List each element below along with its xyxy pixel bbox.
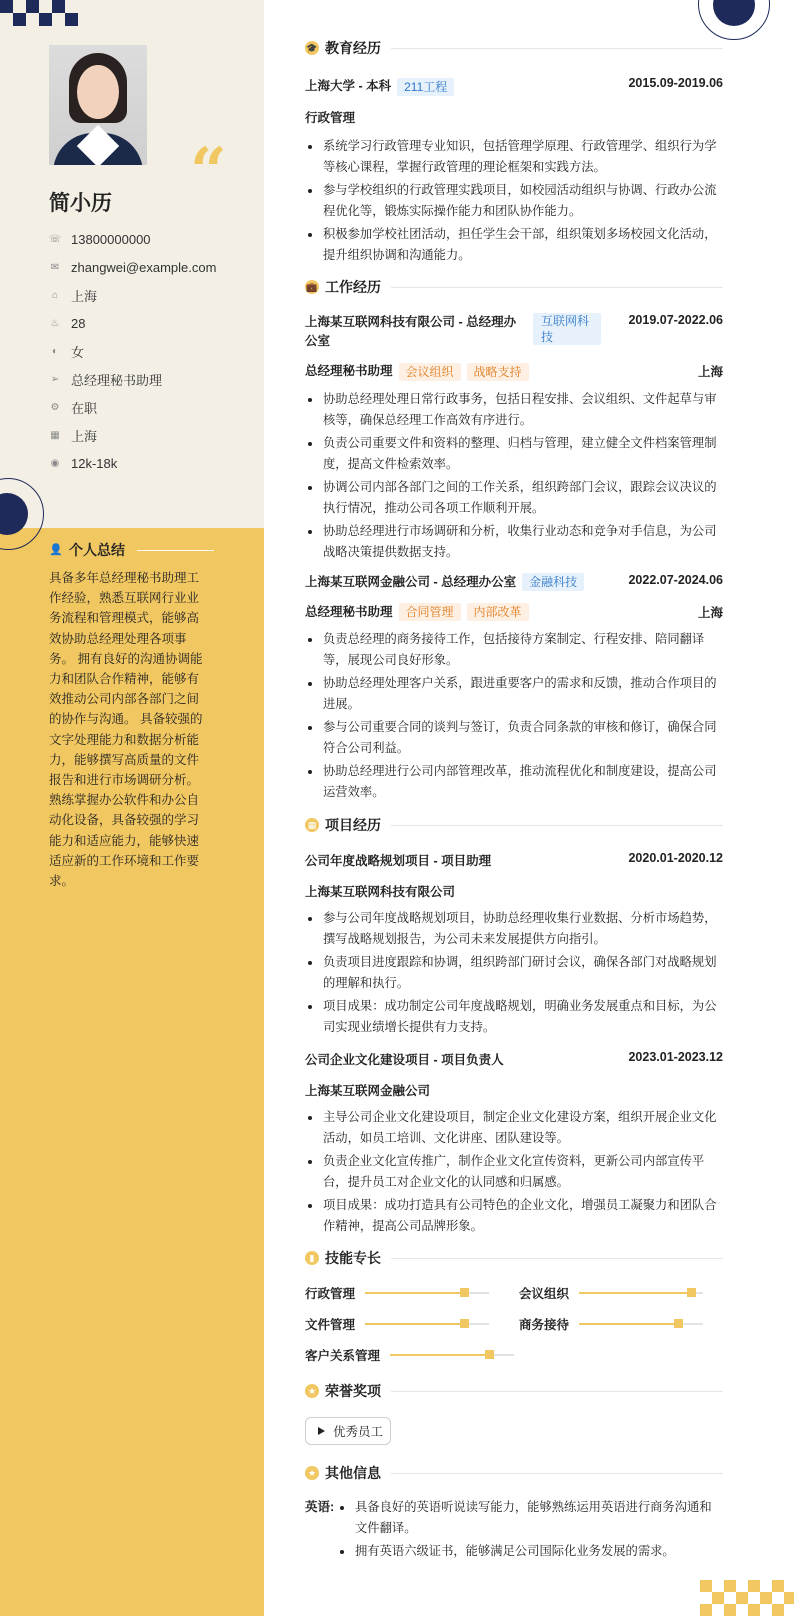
skill-tag: 战略支持 [467, 363, 529, 381]
contact-value: 13800000000 [71, 231, 151, 247]
divider [137, 550, 214, 551]
project-org: 上海某互联网科技有限公司 [305, 885, 456, 899]
project-dates: 2023.01-2023.12 [628, 1050, 723, 1064]
bullet-item: 积极参加学校社团活动，担任学生会干部，组织策划多场校园文化活动，提升组织协调和沟通能力。 [305, 224, 723, 266]
skill-tag: 合同管理 [399, 603, 461, 621]
contact-value: 总经理秘书助理 [71, 372, 163, 388]
contact-item [49, 225, 216, 253]
school-name: 上海大学 - 本科 [305, 79, 392, 93]
medal-icon: ★ [305, 1384, 319, 1398]
bullet-item: 参与公司重要合同的谈判与签订，负责合同条款的审核和修订，确保合同符合公司利益。 [305, 717, 723, 759]
skill-knob [674, 1319, 683, 1328]
skill-tag: 内部改革 [467, 603, 529, 621]
role-title: 总经理秘书助理 [305, 604, 393, 619]
job-header [305, 573, 723, 592]
divider [391, 825, 723, 826]
contact-value: 女 [71, 344, 85, 360]
summary-title: 个人总结 [69, 542, 125, 558]
job-header [305, 313, 723, 351]
award-item[interactable] [305, 1417, 391, 1445]
skills-title: 技能专长 [325, 1250, 381, 1266]
work-title: 工作经历 [325, 279, 381, 295]
sidebar [0, 0, 264, 1616]
contact-item [49, 365, 216, 393]
bullet-item: 负责项目进度跟踪和协调，组织跨部门研讨会议，确保各部门对战略规划的理解和执行。 [305, 952, 723, 994]
bullet-item: 项目成果：成功制定公司年度战略规划，明确业务发展重点和目标，为公司实现业绩增长提供有力支持。 [305, 996, 723, 1038]
bar-chart-icon: ▮ [305, 1251, 319, 1265]
bullet-item: 参与学校组织的行政管理实践项目，如校园活动组织与协调、行政办公流程优化等，锻炼实际操作能力和团队协作能力。 [305, 180, 723, 222]
contact-item [49, 393, 216, 421]
skill-item [305, 1315, 489, 1333]
project-header [305, 851, 723, 869]
divider [391, 1391, 723, 1392]
checker-decoration [0, 0, 78, 26]
skill-fill [365, 1323, 464, 1325]
divider [391, 287, 723, 288]
age-icon: ♨ [50, 317, 60, 329]
job-entry [305, 313, 723, 563]
bullet-item: 协助总经理处理日常行政事务，包括日程安排、会议组织、文件起草与审核等，确保总经理工作高效有序进行。 [305, 389, 723, 431]
skill-knob [460, 1319, 469, 1328]
status-icon: ⚙ [50, 401, 60, 413]
contact-item [49, 253, 216, 281]
skill-level-bar [365, 1292, 489, 1294]
bullet-item: 负责总经理的商务接待工作，包括接待方案制定、行程安排、陪同翻译等，展现公司良好形象。 [305, 629, 723, 671]
play-icon [318, 1427, 325, 1435]
skill-item [519, 1315, 703, 1333]
job-bullets [305, 629, 723, 803]
other-bullets [337, 1497, 723, 1564]
bullet-item: 系统学习行政管理专业知识，包括管理学原理、行政管理学、组织行为学等核心课程，掌握行政管理的理论框架和实践方法。 [305, 136, 723, 178]
awards-title: 荣誉奖项 [325, 1383, 381, 1399]
bullet-item: 参与公司年度战略规划项目，协助总经理收集行业数据、分析市场趋势，撰写战略规划报告，为公司未来发展提供方向指引。 [305, 908, 723, 950]
education-section [305, 38, 723, 268]
contact-value: zhangwei@example.com [71, 259, 217, 275]
project-bullets [305, 908, 723, 1038]
skill-name: 客户关系管理 [305, 1349, 381, 1363]
other-title: 其他信息 [325, 1465, 381, 1481]
skills-section [305, 1248, 723, 1268]
bullet-item: 拥有英语六级证书，能够满足公司国际化业务发展的需求。 [337, 1541, 723, 1562]
awards-section [305, 1381, 723, 1401]
job-company-line [305, 573, 584, 592]
person-icon: 👤 [49, 544, 63, 556]
bullet-item: 主导公司企业文化建设项目，制定企业文化建设方案，组织开展企业文化活动，如员工培训、文化讲座、团队建设等。 [305, 1107, 723, 1149]
industry-tag: 金融科技 [522, 573, 584, 591]
graduation-cap-icon: 🎓 [306, 43, 318, 53]
role-title: 总经理秘书助理 [305, 364, 393, 378]
contact-item [49, 309, 216, 337]
project-org: 上海某互联网金融公司 [305, 1084, 431, 1098]
divider [391, 1258, 723, 1259]
project-name: 公司企业文化建设项目 - 项目负责人 [305, 1053, 504, 1067]
skill-knob [687, 1288, 696, 1297]
skill-knob [460, 1288, 469, 1297]
education-bullets [305, 136, 723, 266]
contact-item [49, 337, 216, 365]
contact-value: 在职 [71, 400, 98, 416]
skill-tag: 会议组织 [399, 363, 461, 381]
bullet-item: 协助总经理进行公司内部管理改革，推动流程优化和制度建设，提高公司运营效率。 [305, 761, 723, 803]
bullet-item: 协助总经理进行市场调研和分析，收集行业动态和竞争对手信息，为公司战略决策提供数据支持。 [305, 521, 723, 563]
education-dates: 2015.09-2019.06 [628, 76, 723, 90]
bullet-item: 协助总经理处理客户关系，跟进重要客户的需求和反馈，推动合作项目的进展。 [305, 673, 723, 715]
education-title: 教育经历 [325, 40, 381, 56]
contact-value: 上海 [71, 428, 98, 444]
contact-list [49, 225, 216, 477]
project-dates: 2020.01-2020.12 [628, 851, 723, 865]
skill-fill [390, 1354, 489, 1356]
company-name: 上海某互联网金融公司 - 总经理办公室 [305, 574, 517, 589]
skill-item [305, 1346, 514, 1364]
skill-level-bar [579, 1292, 703, 1294]
skill-level-bar [390, 1354, 514, 1356]
skill-name: 会议组织 [519, 1287, 570, 1301]
job-company-line [305, 313, 601, 351]
home-icon: ⌂ [51, 289, 59, 301]
job-role-line [305, 361, 723, 381]
project-entry [305, 1050, 723, 1237]
skill-item [305, 1284, 489, 1302]
project-section [305, 815, 723, 1239]
bullet-item: 具备良好的英语听说读写能力，能够熟练运用英语进行商务沟通和文件翻译。 [337, 1497, 723, 1539]
project-name: 公司年度战略规划项目 - 项目助理 [305, 854, 492, 868]
bullet-item: 项目成果：成功打造具有公司特色的企业文化，增强员工凝聚力和团队合作精神，提高公司品牌形象。 [305, 1195, 723, 1237]
gender-icon: ◐ [51, 345, 59, 357]
contact-value: 上海 [71, 288, 98, 304]
briefcase-icon: 💼 [306, 282, 318, 292]
job-dates: 2019.07-2022.06 [628, 313, 723, 327]
divider [391, 48, 723, 49]
summary-text: 具备多年总经理秘书助理工作经验，熟悉互联网行业业务流程和管理模式，能够高效协助总经理处理各项事务。 拥有良好的沟通协调能力和团队合作精神，能够有效推动公司内部各部门之间的协作与沟通。 具备较强的文字处理能力和数据分析能力，能够撰写高质量的文件报告和进行市场调研分析。 熟练掌握办公软件和办公自动化设备，具备较强的学习能力和适应能力，能够快速适应新的工作环境和工作要求。 [49, 571, 203, 889]
contact-value: 12k-18k [71, 455, 118, 471]
contact-item [49, 421, 216, 449]
school-tag: 211工程 [397, 78, 454, 96]
skill-fill [579, 1292, 691, 1294]
project-bullets [305, 1107, 723, 1237]
summary-heading [49, 540, 214, 560]
bullet-item: 协调公司内部各部门之间的工作关系，组织跨部门会议，跟踪会议决议的执行情况，推动公司各项工作顺利开展。 [305, 477, 723, 519]
medal-icon: ★ [305, 1466, 319, 1480]
checker-decoration [700, 1570, 794, 1616]
award-label: 优秀员工 [333, 1425, 384, 1439]
quote-mark-icon: “ [190, 134, 227, 209]
skill-knob [485, 1350, 494, 1359]
major: 行政管理 [305, 110, 356, 125]
skill-level-bar [579, 1323, 703, 1325]
job-dates: 2022.07-2024.06 [628, 572, 723, 587]
bullet-item: 负责企业文化宣传推广，制作企业文化宣传资料，更新公司内部宣传平台，提升员工对企业文化的认同感和归属感。 [305, 1151, 723, 1193]
skill-item [519, 1284, 703, 1302]
work-section [305, 277, 723, 805]
email-icon: ✉ [50, 261, 60, 273]
projects-title: 项目经历 [325, 817, 381, 833]
project-header [305, 1050, 723, 1068]
industry-tag: 互联网科技 [533, 313, 601, 345]
job-role-line [305, 602, 723, 622]
building-icon: ▦ [50, 429, 60, 441]
company-name: 上海某互联网科技有限公司 - 总经理办公室 [305, 315, 517, 348]
divider [391, 1473, 723, 1474]
job-city: 上海 [697, 605, 723, 620]
job-city: 上海 [697, 364, 723, 379]
skill-name: 文件管理 [305, 1318, 356, 1332]
contact-item [49, 281, 216, 309]
skill-level-bar [365, 1323, 489, 1325]
job-bullets [305, 389, 723, 563]
job-entry [305, 573, 723, 804]
project-entry [305, 851, 723, 1038]
phone-icon: ☏ [48, 233, 62, 245]
contact-item [49, 449, 216, 477]
send-icon: ➢ [50, 373, 60, 385]
other-section [305, 1463, 723, 1564]
bullet-item: 负责公司重要文件和资料的整理、归档与管理，建立健全文件档案管理制度，提高文件检索效率。 [305, 433, 723, 475]
contact-value: 28 [71, 315, 86, 331]
skill-fill [365, 1292, 464, 1294]
profile-name: 简小历 [49, 192, 112, 215]
skill-name: 行政管理 [305, 1287, 356, 1301]
salary-icon: ◉ [50, 457, 60, 469]
avatar-photo [49, 45, 147, 165]
other-label: 英语: [305, 1500, 335, 1514]
grid-icon: ▦ [305, 818, 319, 832]
skill-fill [579, 1323, 678, 1325]
skill-name: 商务接待 [519, 1318, 570, 1332]
